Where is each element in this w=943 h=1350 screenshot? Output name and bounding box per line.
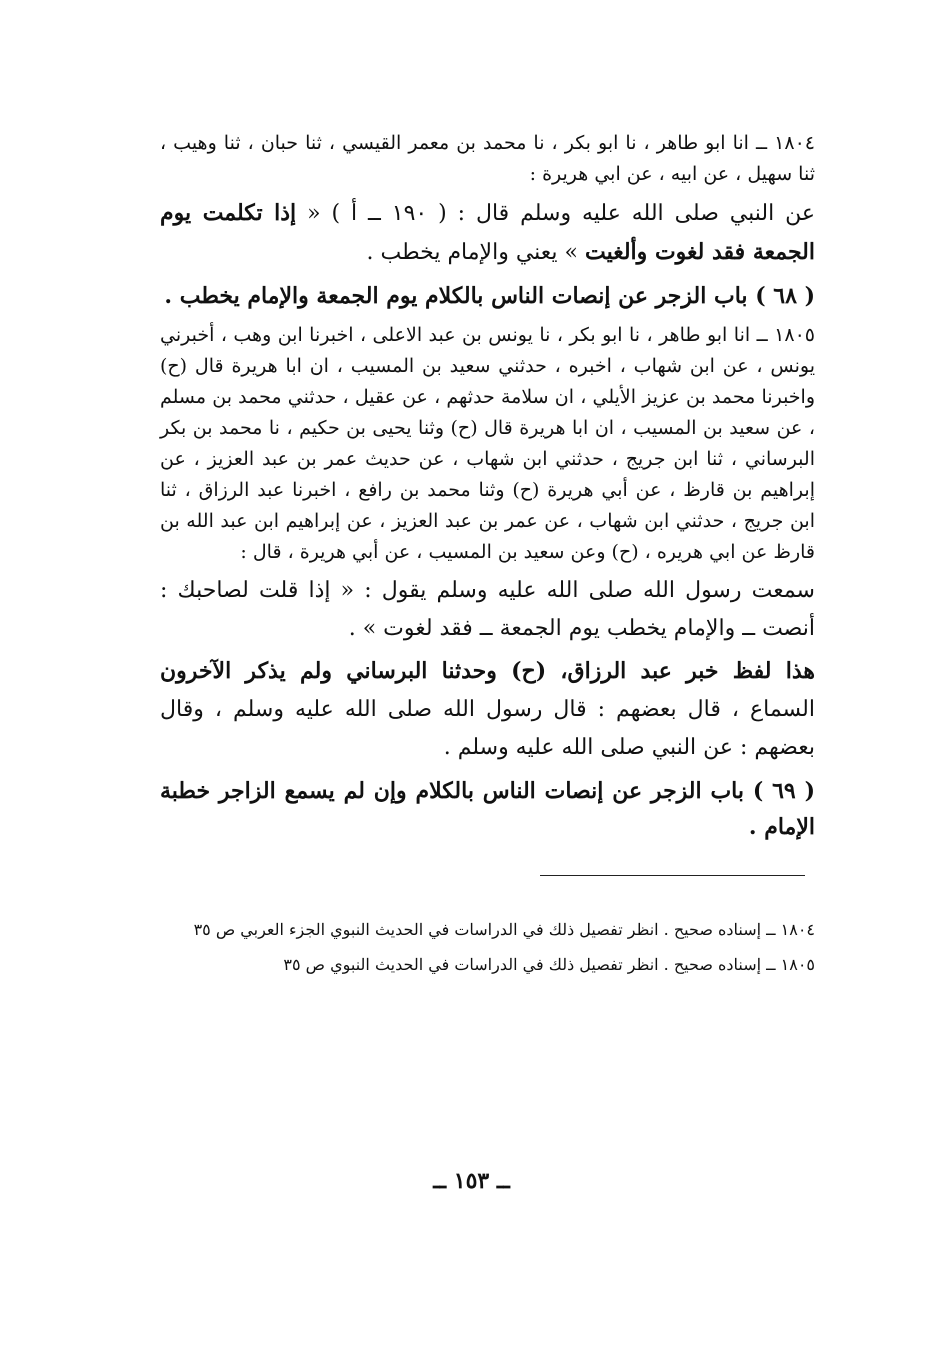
hadith-1804 xyxy=(160,128,815,272)
hadith-1805 xyxy=(160,320,815,767)
footnote-1805: ١٨٠٥ ــ إسناده صحيح . انظر تفصيل ذلك في الدراسات في الحديث النبوي ص ٣٥ xyxy=(283,955,815,974)
hadith-1804-matn xyxy=(160,194,815,272)
hadith-1804-matn-quote: إذا تكلمت يوم الجمعة فقد لغوت وألغيت xyxy=(160,200,815,265)
hadith-1805-note-bold: هذا لفظ خبر عبد الرزاق، (ح) وحدثنا البرساني ولم يذكر الآخرون xyxy=(160,658,815,684)
page-body xyxy=(160,128,815,984)
hadith-1805-isnad: ١٨٠٥ ــ انا ابو طاهر ، نا ابو بكر ، نا يونس بن عبد الاعلى ، اخبرنا ابن وهب ، أخبرني يونس ، عن ابن شهاب ، اخبره ، حدثني سعيد بن المسيب ، ان ابا هريرة قال (ح) واخبرنا محمد بن عزيز الأيلي ، ان سلامة حدثهم ، عن عقيل ، حدثني محمد بن مسلم ، عن سعيد بن المسيب ، ان ابا هريرة قال (ح) وثنا يحيى بن حكيم ، نا محمد بن بكر البرساني ، ثنا ابن جريج ، حدثني ابن شهاب ، عن حديث عمر بن عبد العزيز ، عن إبراهيم بن قارظ ، عن أبي هريرة (ح) وثنا محمد بن رافع ، اخبرنا عبد الرزاق ، ثنا ابن جريج ، حدثني ابن شهاب ، عن عمر بن عبد العزيز ، عن إبراهيم ابن عبد الله بن قارظ عن ابي هريره ، (ح) وعن سعيد بن المسيب ، عن أبي هريرة ، قال : xyxy=(160,324,815,563)
hadith-1805-matn: سمعت رسول الله صلى الله عليه وسلم يقول : « إذا قلت لصاحبك : أنصت ــ والإمام يخطب يوم الجمعة ــ فقد لغوت » . xyxy=(160,578,815,641)
chapter-68-heading: ( ٦٨ ) باب الزجر عن إنصات الناس بالكلام يوم الجمعة والإمام يخطب . xyxy=(164,283,815,309)
hadith-1805-note xyxy=(160,652,815,767)
chapter-69-heading: ( ٦٩ ) باب الزجر عن إنصات الناس بالكلام وإن لم يسمع الزاجر خطبة الإمام . xyxy=(160,778,816,840)
page-number: ــ ١٥٣ ــ xyxy=(433,1168,510,1194)
footnote-divider xyxy=(160,875,815,876)
footnote-1804: ١٨٠٤ ــ إسناده صحيح . انظر تفصيل ذلك في الدراسات في الحديث النبوي الجزء العربي ص ٣٥ xyxy=(193,920,815,939)
hadith-1804-isnad: ١٨٠٤ ــ انا ابو طاهر ، نا ابو بكر ، نا محمد بن معمر القيسي ، ثنا حبان ، ثنا وهيب ، ثنا سهيل ، عن ابيه ، عن ابي هريرة : xyxy=(160,132,815,185)
hadith-1805-note-rest: السماع ، قال بعضهم : قال رسول الله صلى الله عليه وسلم ، وقال بعضهم : عن النبي صلى الله عليه وسلم . xyxy=(160,697,815,760)
hadith-1804-matn-end: » يعني والإمام يخطب . xyxy=(366,240,585,265)
hadith-1804-matn-intro: عن النبي صلى الله عليه وسلم قال : ( ١٩٠ ــ أ ) « xyxy=(296,201,815,226)
